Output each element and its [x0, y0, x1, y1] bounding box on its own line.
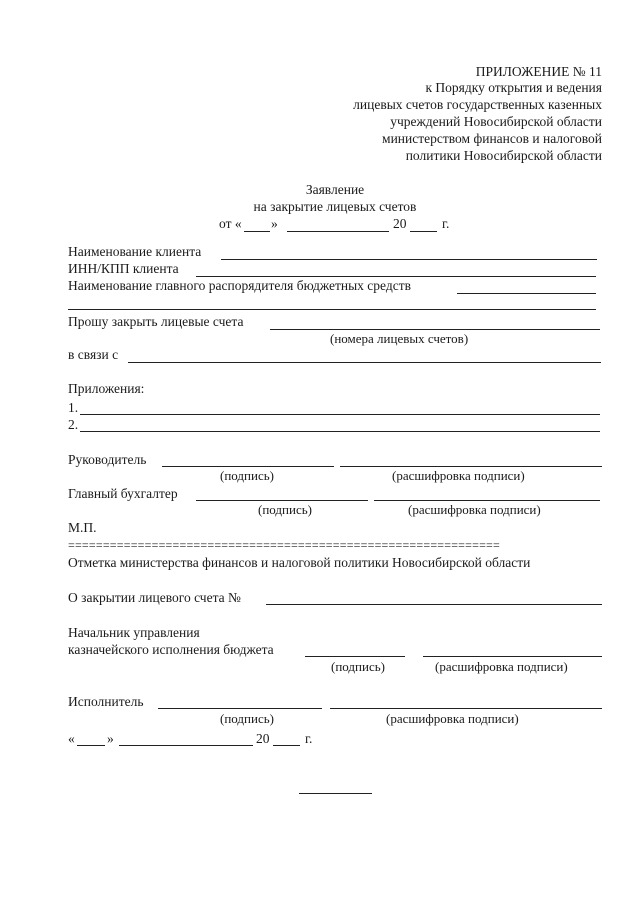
head-label: Руководитель	[68, 452, 147, 467]
head-sign-hint: (подпись)	[220, 468, 274, 483]
inn-kpp-label: ИНН/КПП клиента	[68, 261, 179, 276]
head-decode-hint: (расшифровка подписи)	[392, 468, 525, 483]
request-label: Прошу закрыть лицевые счета	[68, 314, 244, 329]
ministry-mark: Отметка министерства финансов и налоговой политики Новосибирской области	[68, 555, 531, 570]
accountant-sign-line[interactable]	[196, 500, 368, 501]
executor-year-blank[interactable]	[273, 745, 300, 746]
chief-sign-line[interactable]	[305, 656, 405, 657]
executor-date-open: «	[68, 731, 75, 746]
document-title: Заявление	[305, 182, 365, 197]
chief-decode-hint: (расшифровка подписи)	[435, 659, 568, 674]
executor-year-prefix: 20	[256, 731, 270, 746]
attachment-item-2-number: 2.	[68, 417, 79, 432]
header-line-3: учреждений Новосибирской области	[390, 114, 602, 129]
executor-decode-line[interactable]	[330, 708, 602, 709]
header-line-2: лицевых счетов государственных казенных	[353, 97, 602, 112]
executor-month-blank[interactable]	[119, 745, 253, 746]
accounts-line[interactable]	[270, 329, 600, 330]
reason-line[interactable]	[128, 362, 601, 363]
head-sign-line[interactable]	[162, 466, 334, 467]
executor-sign-line[interactable]	[158, 708, 322, 709]
separator-line: ==============================================================	[68, 538, 500, 552]
accounts-hint: (номера лицевых счетов)	[330, 331, 469, 346]
main-manager-label: Наименование главного распорядителя бюджетных средств	[68, 278, 411, 293]
chief-label-line-2: казначейского исполнения бюджета	[68, 642, 274, 657]
seal-place: М.П.	[68, 520, 97, 535]
date-year-blank[interactable]	[410, 231, 437, 232]
executor-label: Исполнитель	[68, 694, 144, 709]
header-line-1: к Порядку открытия и ведения	[425, 80, 602, 95]
inn-kpp-line[interactable]	[196, 276, 596, 277]
reason-label: в связи с	[68, 347, 119, 362]
date-month-blank[interactable]	[287, 231, 389, 232]
executor-day-blank[interactable]	[77, 745, 105, 746]
main-manager-line-2[interactable]	[68, 309, 596, 310]
executor-sign-hint: (подпись)	[220, 711, 274, 726]
accountant-decode-line[interactable]	[374, 500, 600, 501]
date-suffix: г.	[442, 216, 450, 231]
header-line-4: министерством финансов и налоговой	[382, 131, 602, 146]
chief-label-line-1: Начальник управления	[68, 625, 200, 640]
accountant-sign-hint: (подпись)	[258, 502, 312, 517]
appendix-number: ПРИЛОЖЕНИЕ № 11	[475, 64, 602, 79]
attachment-item-2-line[interactable]	[80, 431, 600, 432]
head-decode-line[interactable]	[340, 466, 602, 467]
footer-rule	[299, 793, 372, 794]
accountant-label: Главный бухгалтер	[68, 486, 178, 501]
header-line-5: политики Новосибирской области	[405, 148, 602, 163]
executor-year-suffix: г.	[305, 731, 313, 746]
closing-label: О закрытии лицевого счета №	[68, 590, 241, 605]
date-mid: »	[271, 216, 278, 231]
client-name-line[interactable]	[221, 259, 597, 260]
attachment-item-1-number: 1.	[68, 400, 79, 415]
main-manager-line[interactable]	[457, 293, 596, 294]
accountant-decode-hint: (расшифровка подписи)	[408, 502, 541, 517]
date-prefix: от «	[219, 216, 242, 231]
executor-decode-hint: (расшифровка подписи)	[386, 711, 519, 726]
chief-decode-line[interactable]	[423, 656, 602, 657]
client-name-label: Наименование клиента	[68, 244, 202, 259]
date-day-blank[interactable]	[244, 231, 270, 232]
attachment-item-1-line[interactable]	[80, 414, 600, 415]
attachments-title: Приложения:	[68, 381, 145, 396]
date-year-prefix: 20	[393, 216, 407, 231]
chief-sign-hint: (подпись)	[331, 659, 385, 674]
executor-date-close: »	[107, 731, 114, 746]
document-subject: на закрытие лицевых счетов	[253, 199, 417, 214]
closing-account-line[interactable]	[266, 604, 602, 605]
